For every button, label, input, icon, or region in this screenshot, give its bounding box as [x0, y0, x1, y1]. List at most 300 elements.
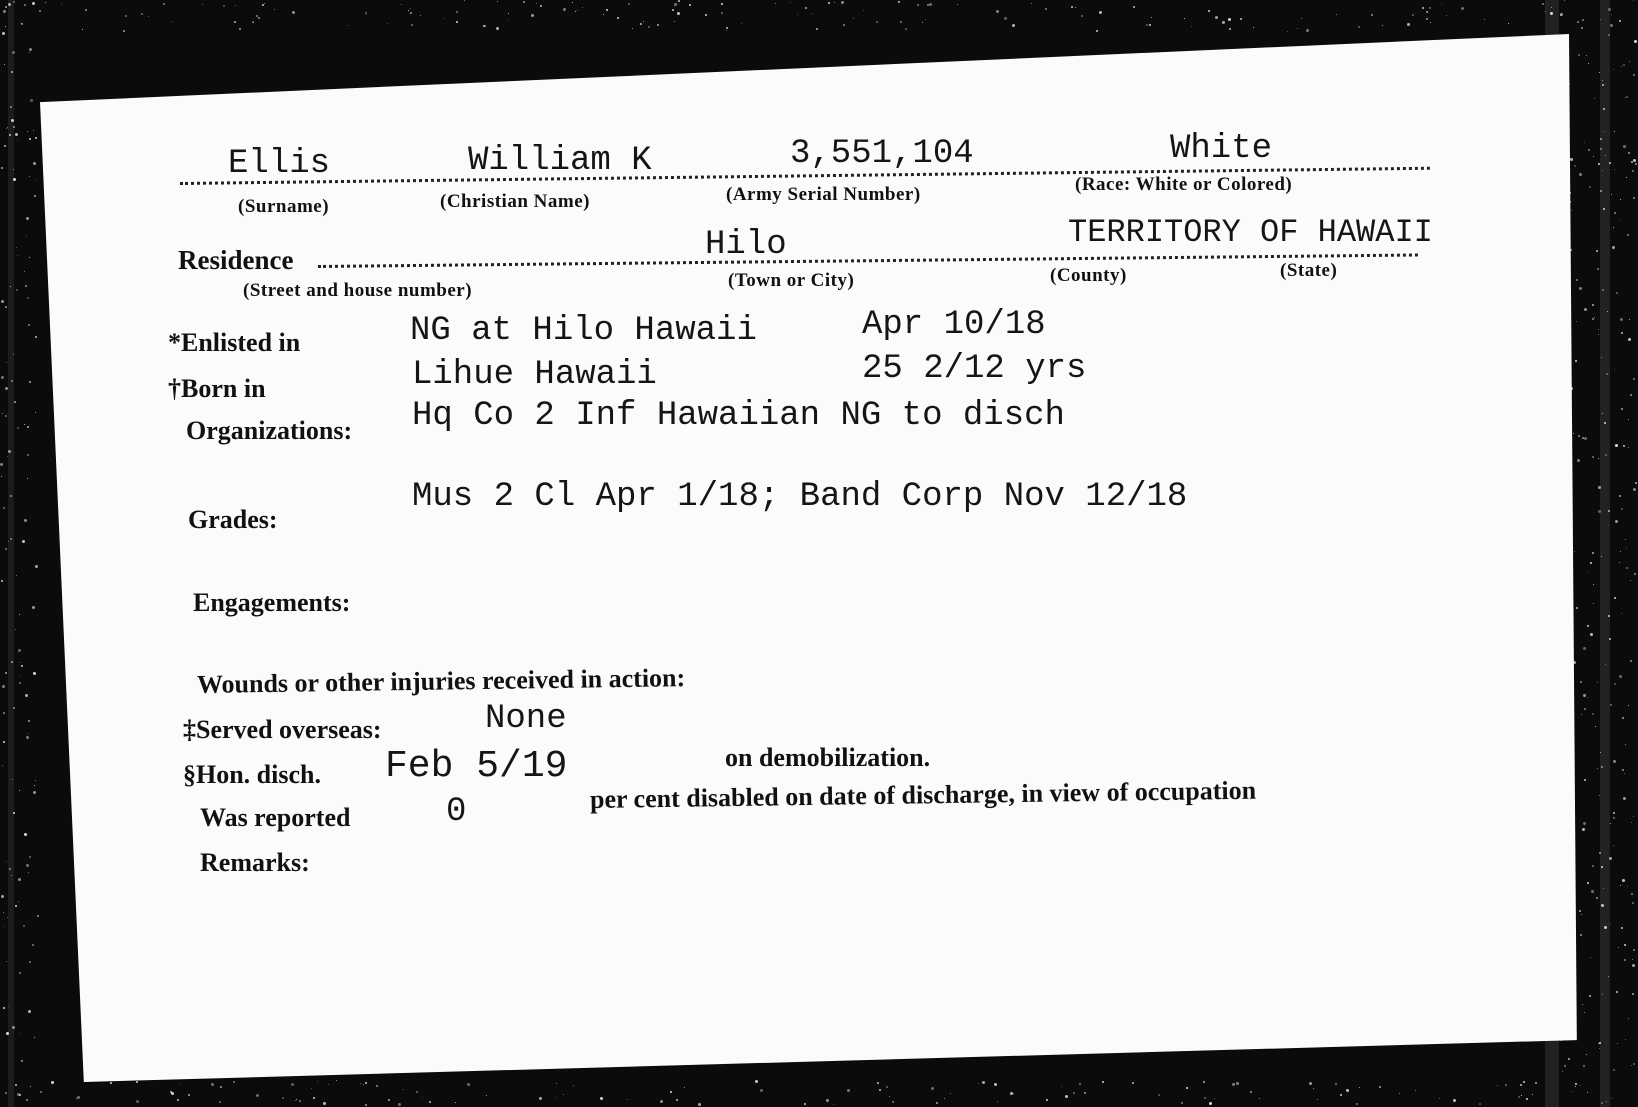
noise-speck [28, 720, 30, 722]
residence-state-value: TERRITORY OF HAWAII [1068, 214, 1433, 251]
noise-speck [1629, 319, 1630, 320]
noise-speck [1631, 893, 1633, 895]
noise-speck [826, 1099, 829, 1102]
noise-speck [660, 1100, 663, 1103]
noise-speck [365, 12, 367, 14]
noise-speck [1297, 28, 1298, 29]
noise-speck [12, 1026, 15, 1029]
noise-speck [853, 18, 854, 19]
noise-speck [925, 19, 926, 20]
noise-speck [843, 24, 845, 26]
noise-speck [833, 1104, 834, 1105]
noise-speck [110, 1082, 112, 1084]
noise-speck [456, 11, 458, 13]
noise-speck [1590, 633, 1593, 636]
noise-speck [1628, 1018, 1629, 1019]
noise-speck [1232, 1083, 1235, 1086]
noise-speck [1600, 148, 1602, 150]
noise-speck [573, 1085, 574, 1086]
noise-speck [15, 1084, 17, 1086]
noise-speck [3, 1007, 5, 1009]
noise-speck [1633, 378, 1635, 380]
noise-speck [1609, 857, 1612, 860]
noise-speck [20, 1033, 21, 1034]
noise-speck [252, 21, 254, 23]
noise-speck [892, 1101, 894, 1103]
noise-speck [416, 1091, 418, 1093]
noise-speck [233, 1081, 235, 1083]
noise-speck [674, 21, 675, 22]
noise-speck [982, 1081, 985, 1084]
noise-speck [1562, 1071, 1563, 1072]
noise-speck [328, 1084, 329, 1085]
noise-speck [1588, 63, 1589, 64]
noise-speck [1581, 27, 1583, 29]
noise-speck [239, 28, 241, 30]
noise-speck [422, 1097, 423, 1098]
noise-speck [220, 1086, 222, 1088]
noise-speck [1615, 444, 1618, 447]
serial-caption: (Army Serial Number) [726, 184, 921, 205]
noise-speck [29, 381, 31, 383]
noise-speck [1186, 1087, 1188, 1089]
noise-speck [1346, 1089, 1349, 1092]
noise-speck [1626, 567, 1628, 569]
noise-speck [1590, 562, 1592, 564]
noise-speck [1577, 459, 1580, 462]
noise-speck [295, 1100, 296, 1101]
street-caption: (Street and house number) [243, 280, 473, 301]
noise-speck [1229, 28, 1231, 30]
noise-speck [1605, 664, 1606, 665]
noise-speck [1203, 1081, 1205, 1083]
noise-speck [1630, 660, 1632, 662]
noise-speck [1623, 797, 1626, 800]
noise-speck [23, 925, 25, 927]
noise-speck [17, 140, 18, 141]
noise-speck [726, 30, 727, 31]
noise-speck [1628, 447, 1629, 448]
noise-speck [24, 271, 25, 272]
served-overseas-label: ‡Served overseas: [183, 715, 382, 744]
noise-speck [1407, 23, 1410, 26]
noise-speck [1583, 694, 1586, 697]
noise-speck [1046, 1099, 1048, 1101]
race-value: White [1170, 130, 1273, 168]
noise-speck [1616, 292, 1618, 294]
noise-speck [1584, 142, 1585, 143]
noise-speck [61, 3, 62, 4]
was-reported-label: Was reported [200, 803, 351, 832]
noise-speck [1317, 1099, 1318, 1100]
noise-speck [1587, 625, 1589, 627]
noise-speck [1619, 675, 1622, 678]
noise-speck [1031, 3, 1032, 4]
noise-speck [20, 662, 21, 663]
noise-speck [1632, 993, 1634, 995]
noise-speck [1631, 161, 1633, 163]
noise-speck [603, 14, 604, 15]
noise-speck [35, 336, 37, 338]
noise-speck [33, 672, 36, 675]
noise-speck [223, 5, 225, 7]
noise-speck [1630, 580, 1631, 581]
noise-speck [1614, 212, 1616, 214]
noise-speck [141, 13, 143, 15]
noise-speck [1619, 20, 1621, 22]
noise-speck [1579, 287, 1582, 290]
noise-speck [863, 10, 864, 11]
noise-speck [1614, 369, 1615, 370]
noise-speck [1587, 882, 1589, 884]
noise-speck [1587, 1092, 1588, 1093]
noise-speck [1371, 14, 1373, 16]
noise-speck [33, 162, 36, 165]
noise-speck [5, 306, 7, 308]
born-age-value: 25 2/12 yrs [862, 350, 1087, 388]
noise-speck [33, 130, 34, 131]
noise-speck [1309, 1082, 1312, 1085]
noise-speck [1610, 704, 1612, 706]
noise-speck [1620, 318, 1623, 321]
noise-speck [539, 1097, 542, 1100]
noise-speck [234, 21, 236, 23]
noise-speck [136, 1100, 139, 1103]
noise-speck [1584, 1012, 1585, 1013]
noise-speck [678, 0, 680, 2]
noise-speck [1535, 1082, 1537, 1084]
noise-speck [291, 1083, 294, 1086]
noise-speck [1594, 98, 1595, 99]
noise-speck [21, 665, 23, 667]
noise-speck [816, 28, 818, 30]
noise-speck [1593, 603, 1594, 604]
noise-speck [282, 1097, 284, 1099]
noise-speck [1610, 923, 1611, 924]
noise-speck [17, 255, 18, 256]
noise-speck [123, 30, 125, 32]
noise-speck [1604, 926, 1607, 929]
noise-speck [1204, 1097, 1206, 1099]
noise-speck [408, 10, 409, 11]
noise-speck [1621, 927, 1623, 929]
noise-speck [24, 519, 27, 522]
noise-speck [978, 1083, 979, 1084]
noise-speck [1584, 308, 1587, 311]
noise-speck [1574, 165, 1576, 167]
noise-speck [1612, 246, 1615, 249]
noise-speck [34, 785, 35, 786]
noise-speck [1632, 959, 1633, 960]
noise-speck [1579, 173, 1582, 176]
noise-speck [828, 2, 830, 4]
noise-speck [1635, 482, 1637, 484]
noise-speck [1613, 1069, 1615, 1071]
noise-speck [755, 1080, 758, 1083]
noise-speck [775, 3, 776, 4]
noise-speck [797, 14, 798, 15]
noise-speck [19, 614, 20, 615]
noise-speck [1596, 250, 1598, 252]
noise-speck [1628, 419, 1629, 420]
county-caption: (County) [1050, 265, 1127, 286]
noise-speck [1589, 995, 1591, 997]
noise-speck [1580, 934, 1582, 936]
noise-speck [1598, 163, 1600, 165]
noise-speck [1628, 338, 1631, 341]
noise-speck [13, 178, 16, 181]
noise-speck [1619, 495, 1621, 497]
noise-speck [34, 1037, 35, 1038]
noise-speck [1619, 562, 1620, 563]
noise-speck [1576, 321, 1577, 322]
noise-speck [35, 412, 36, 413]
noise-speck [1608, 615, 1610, 617]
noise-speck [804, 1103, 806, 1105]
served-overseas-value: None [485, 700, 567, 738]
noise-speck [1580, 1085, 1581, 1086]
noise-speck [1583, 1065, 1585, 1067]
noise-speck [1560, 15, 1561, 16]
noise-speck [21, 1060, 23, 1062]
noise-speck [1356, 1103, 1358, 1105]
noise-speck [22, 540, 25, 543]
noise-speck [1625, 744, 1626, 745]
noise-speck [1071, 6, 1073, 8]
noise-speck [1597, 682, 1598, 683]
noise-speck [1632, 170, 1634, 172]
grades-label: Grades: [188, 505, 278, 534]
noise-speck [1620, 551, 1621, 552]
noise-speck [1575, 360, 1577, 362]
noise-speck [188, 1094, 190, 1096]
noise-speck [1453, 1099, 1456, 1102]
noise-speck [677, 12, 680, 15]
noise-speck [3, 10, 6, 13]
noise-speck [1603, 208, 1605, 210]
noise-speck [1532, 1094, 1533, 1095]
noise-speck [628, 3, 630, 5]
noise-speck [1634, 40, 1637, 43]
noise-speck [672, 9, 674, 11]
noise-speck [1461, 7, 1464, 10]
noise-speck [1589, 186, 1591, 188]
noise-speck [1586, 55, 1587, 56]
noise-speck [1065, 1095, 1068, 1098]
noise-speck [617, 17, 619, 19]
noise-speck [741, 23, 742, 24]
noise-speck [1592, 713, 1594, 715]
noise-speck [1635, 163, 1637, 165]
noise-speck [556, 1097, 557, 1098]
noise-speck [2, 413, 3, 414]
noise-speck [2, 32, 5, 35]
noise-speck [1633, 74, 1635, 76]
noise-speck [922, 22, 923, 23]
noise-speck [627, 1099, 628, 1100]
noise-speck [29, 257, 30, 258]
noise-speck [1149, 24, 1151, 26]
noise-speck [1228, 18, 1231, 21]
noise-speck [1133, 6, 1135, 8]
noise-speck [18, 901, 19, 902]
noise-speck [18, 649, 21, 652]
noise-speck [1580, 681, 1582, 683]
noise-speck [721, 12, 723, 14]
noise-speck [648, 26, 650, 28]
noise-speck [900, 21, 902, 23]
remarks-label: Remarks: [200, 848, 310, 877]
noise-speck [997, 1101, 998, 1102]
noise-speck [17, 1093, 20, 1096]
noise-speck [1, 476, 2, 477]
noise-speck [28, 1010, 31, 1013]
noise-speck [347, 25, 348, 26]
noise-speck [1583, 822, 1586, 825]
engagements-label: Engagements: [193, 588, 351, 617]
noise-speck [577, 10, 578, 11]
noise-speck [202, 4, 203, 5]
noise-speck [136, 1081, 138, 1083]
noise-speck [1627, 234, 1629, 236]
noise-speck [1625, 1039, 1626, 1040]
noise-speck [889, 1096, 890, 1097]
noise-speck [1607, 311, 1608, 312]
noise-speck [1497, 1085, 1498, 1086]
state-caption: (State) [1280, 260, 1338, 281]
noise-speck [1613, 760, 1616, 763]
noise-speck [508, 13, 509, 14]
noise-speck [1617, 1043, 1618, 1044]
noise-speck [1426, 18, 1428, 20]
noise-speck [3, 507, 5, 509]
noise-speck [11, 71, 13, 73]
race-caption: (Race: White or Colored) [1075, 174, 1293, 195]
noise-speck [32, 606, 35, 609]
noise-speck [684, 1087, 685, 1088]
noise-speck [931, 1087, 934, 1090]
noise-speck [29, 48, 32, 51]
noise-speck [1146, 24, 1148, 26]
noise-speck [805, 7, 807, 9]
noise-speck [29, 52, 30, 53]
town-caption: (Town or City) [728, 270, 855, 291]
noise-speck [1584, 437, 1587, 440]
noise-speck [34, 195, 36, 197]
noise-speck [29, 961, 31, 963]
noise-speck [1576, 607, 1578, 609]
noise-speck [258, 17, 260, 19]
noise-speck [1624, 944, 1626, 946]
noise-speck [1616, 991, 1618, 993]
noise-speck [274, 9, 275, 10]
noise-speck [1584, 708, 1586, 710]
noise-speck [996, 10, 999, 13]
noise-speck [1592, 318, 1594, 320]
noise-speck [1340, 1094, 1342, 1096]
noise-speck [365, 1082, 367, 1084]
noise-speck [5, 6, 7, 8]
noise-speck [640, 23, 642, 25]
noise-speck [51, 1081, 54, 1084]
noise-speck [85, 9, 87, 11]
noise-speck [1426, 11, 1428, 13]
noise-speck [26, 864, 29, 867]
born-place-value: Lihue Hawaii [412, 356, 657, 394]
noise-speck [2, 765, 3, 766]
noise-speck [411, 24, 413, 26]
noise-speck [507, 19, 508, 20]
noise-speck [1379, 1086, 1381, 1088]
noise-speck [1609, 162, 1611, 164]
noise-speck [20, 676, 21, 677]
noise-speck [1615, 520, 1618, 523]
noise-speck [1626, 96, 1628, 98]
noise-speck [3, 712, 5, 714]
noise-speck [1508, 23, 1509, 24]
noise-speck [563, 8, 566, 11]
noise-speck [1582, 828, 1585, 831]
noise-speck [13, 169, 14, 170]
noise-speck [11, 661, 13, 663]
noise-speck [1, 167, 3, 169]
noise-speck [1415, 1090, 1416, 1091]
noise-speck [1581, 714, 1582, 715]
noise-speck [643, 21, 644, 22]
noise-speck [950, 1093, 951, 1094]
noise-speck [401, 4, 402, 5]
noise-speck [1313, 1088, 1314, 1089]
noise-speck [1626, 177, 1627, 178]
noise-speck [1079, 1083, 1081, 1085]
noise-speck [4, 145, 6, 147]
noise-speck [15, 905, 17, 907]
organizations-label: Organizations: [186, 416, 353, 445]
noise-speck [1595, 726, 1596, 727]
noise-speck [420, 15, 421, 16]
film-border-right-2 [1600, 0, 1610, 1107]
noise-speck [1621, 613, 1622, 614]
noise-speck [1623, 64, 1625, 66]
noise-speck [1061, 1086, 1062, 1087]
noise-speck [1584, 779, 1586, 781]
noise-speck [1621, 408, 1623, 410]
noise-speck [365, 1104, 367, 1106]
noise-speck [1578, 54, 1580, 56]
noise-speck [125, 15, 127, 17]
noise-speck [1429, 7, 1431, 9]
noise-speck [5, 415, 7, 417]
noise-speck [27, 297, 29, 299]
noise-speck [264, 3, 265, 4]
noise-speck [1583, 647, 1586, 650]
noise-speck [1523, 1081, 1525, 1083]
noise-speck [1096, 30, 1098, 32]
noise-speck [1611, 14, 1612, 15]
noise-speck [572, 2, 573, 3]
noise-speck [497, 1, 498, 2]
noise-speck [256, 15, 258, 17]
noise-speck [1568, 1058, 1570, 1060]
noise-speck [6, 128, 7, 129]
noise-speck [211, 1083, 214, 1086]
noise-speck [292, 11, 295, 14]
noise-speck [1633, 488, 1636, 491]
noise-speck [26, 217, 29, 220]
noise-speck [1582, 1004, 1583, 1005]
noise-speck [1608, 8, 1611, 11]
noise-speck [1576, 279, 1578, 281]
